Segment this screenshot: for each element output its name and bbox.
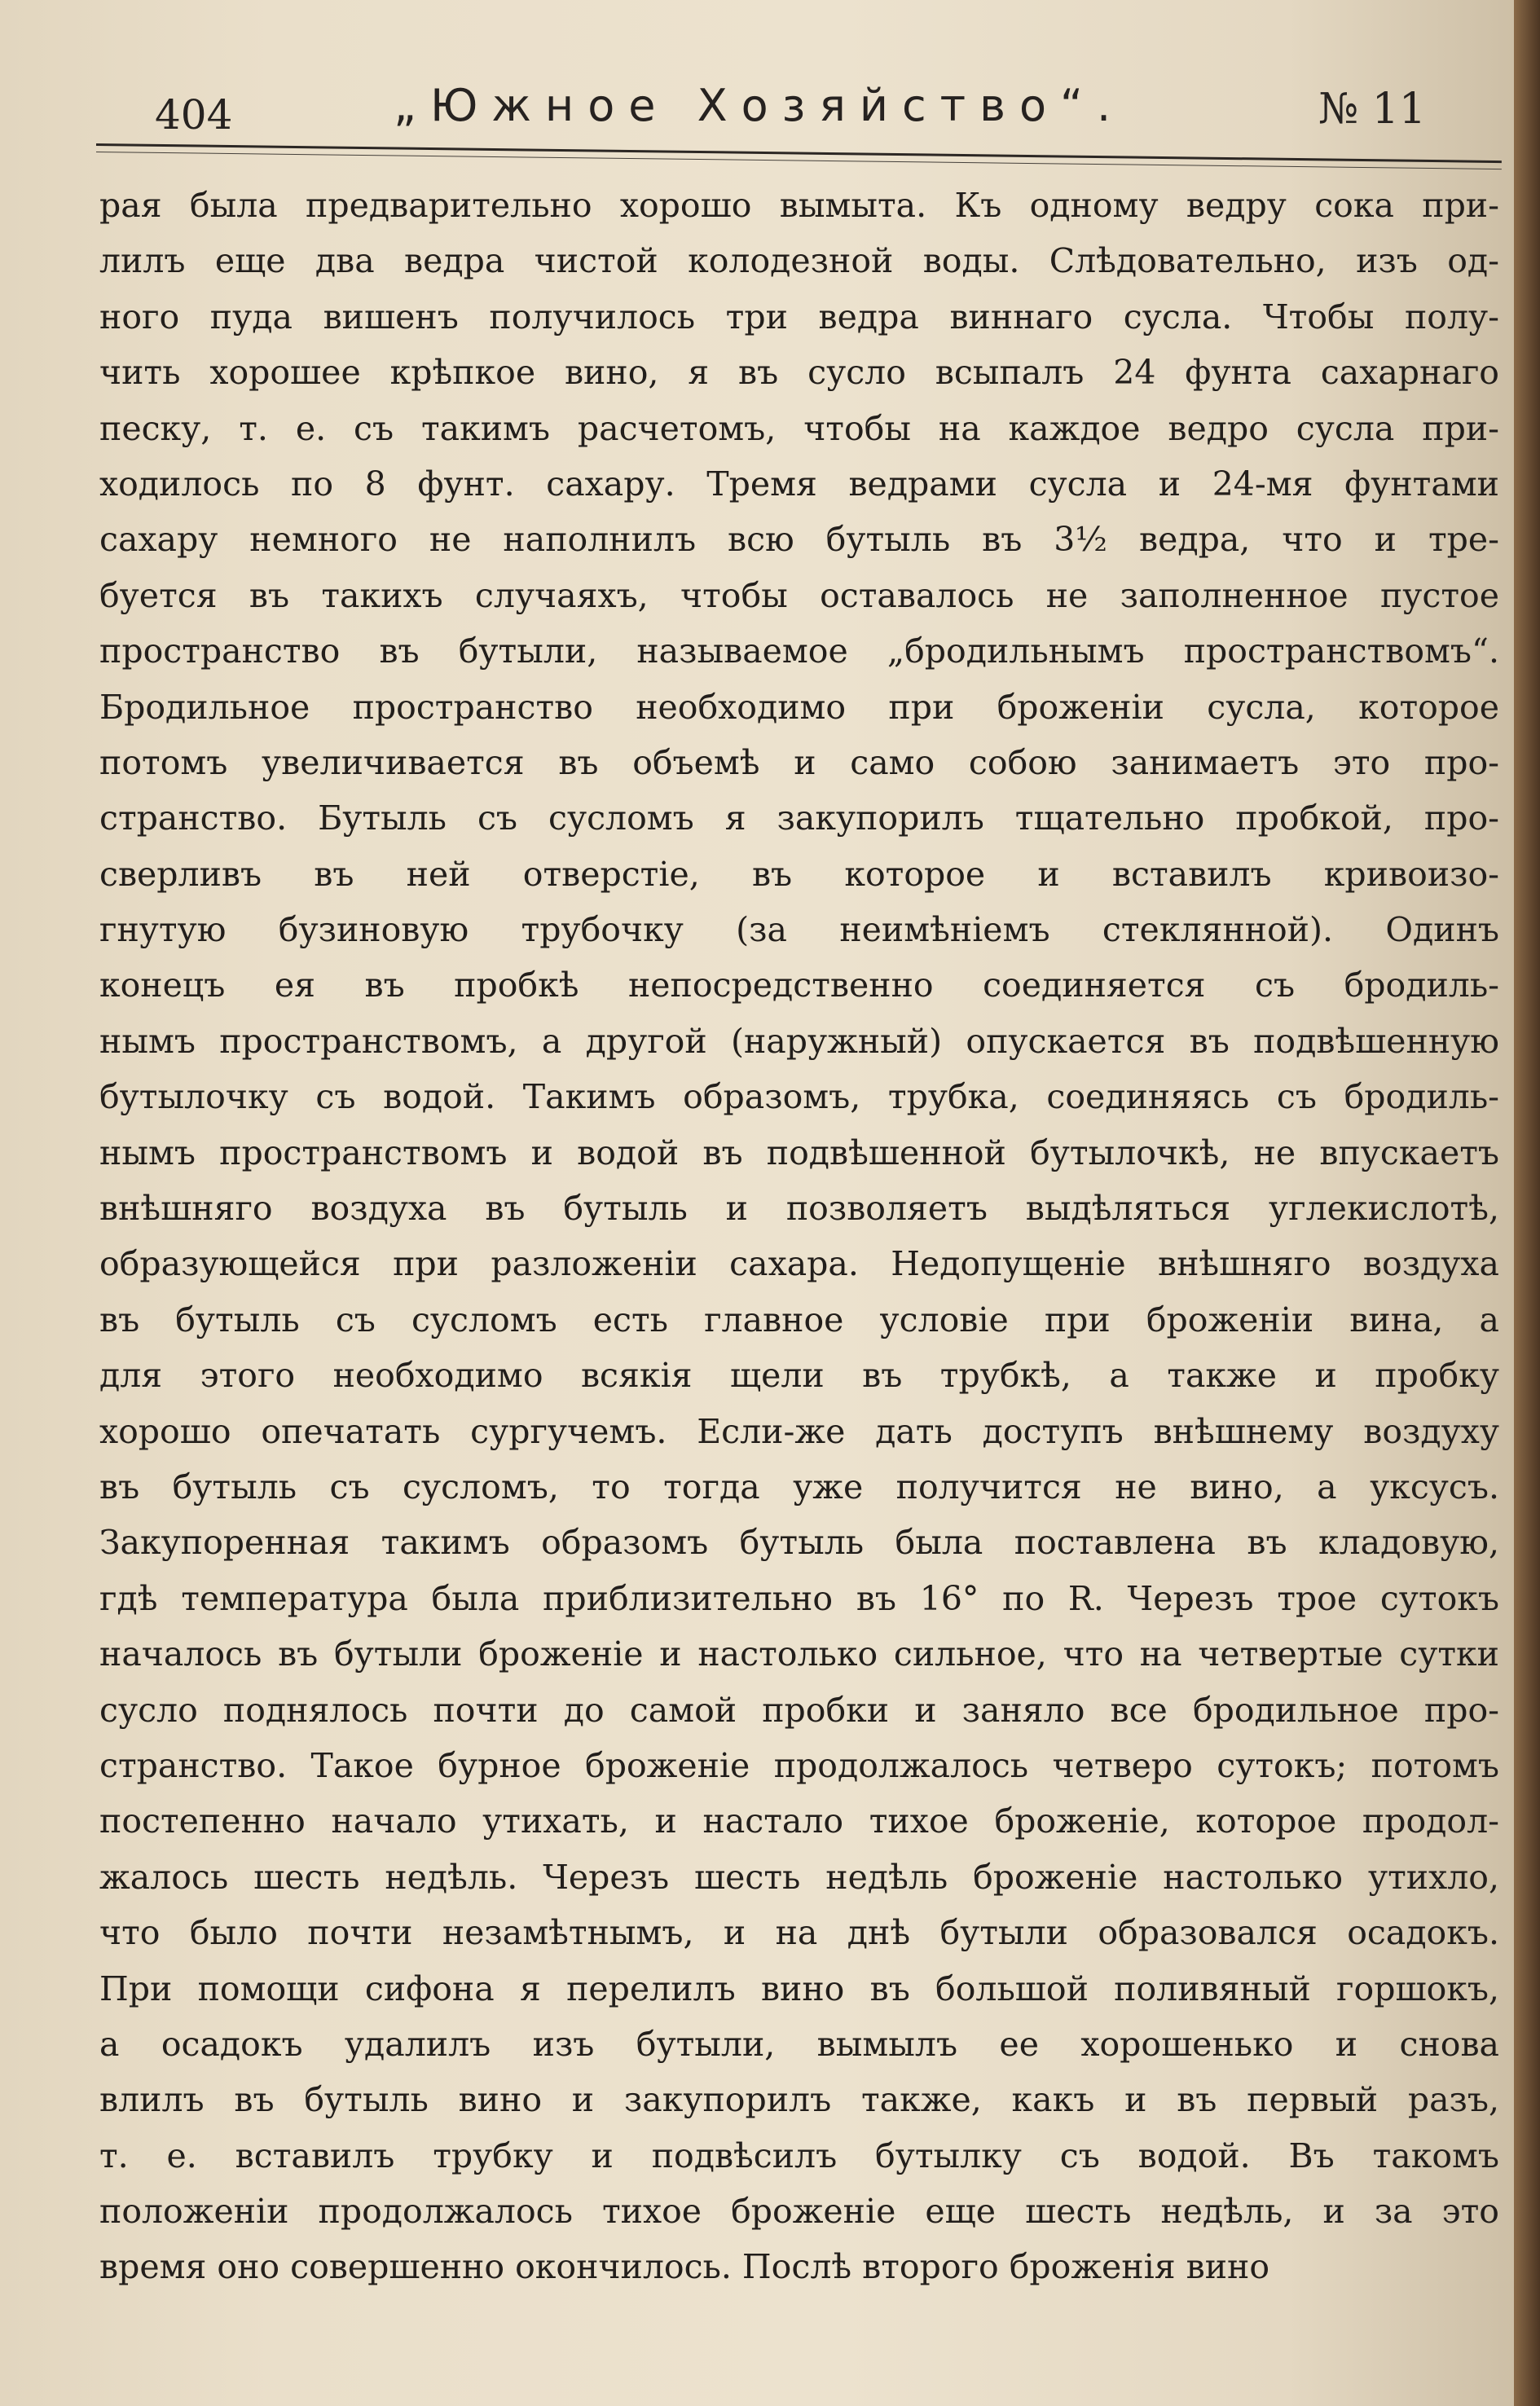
text-line: образующейся при разложеніи сахара. Недопущеніе внѣшняго воздуха [99, 1244, 1499, 1284]
page-edge [1514, 0, 1540, 2406]
text-line: жалось шесть недѣль. Черезъ шесть недѣль броженіе настолько утихло, [99, 1857, 1499, 1897]
text-line: постепенно начало утихать, и настало тихое броженіе, которое продол- [99, 1801, 1499, 1841]
text-line: чить хорошее крѣпкое вино, я въ сусло всыпалъ 24 фунта сахарнаго [99, 353, 1499, 393]
text-line: въ бутыль съ сусломъ, то тогда уже получится не вино, а уксусъ. [99, 1467, 1499, 1506]
text-line: что было почти незамѣтнымъ, и на днѣ бутыли образовался осадокъ. [99, 1913, 1499, 1953]
text-line: время оно совершенно окончилось. Послѣ второго броженія вино [99, 2247, 1270, 2287]
text-line: въ бутыль съ сусломъ есть главное условіе при броженіи вина, а [99, 1300, 1499, 1339]
text-line: странство. Такое бурное броженіе продолжалось четверо сутокъ; потомъ [99, 1745, 1499, 1785]
text-line: пространство въ бутыли, называемое „бродильнымъ пространствомъ“. [99, 631, 1499, 671]
text-line: При помощи сифона я перелилъ вино въ большой поливяный горшокъ, [99, 1968, 1499, 2008]
text-line: буется въ такихъ случаяхъ, чтобы оставалось не заполненное пустое [99, 575, 1499, 615]
text-line: началось въ бутыли броженіе и настолько сильное, что на четвертые сутки [99, 1634, 1499, 1674]
text-line: сусло поднялось почти до самой пробки и заняло все бродильное про- [99, 1690, 1499, 1730]
text-line: гнутую бузиновую трубочку (за неимѣніемъ стеклянной). Одинъ [99, 910, 1499, 950]
text-line: Закупоренная такимъ образомъ бутыль была поставлена въ кладовую, [99, 1523, 1499, 1563]
text-line: ходилось по 8 фунт. сахару. Тремя ведрами сусла и 24-мя фунтами [99, 464, 1499, 504]
text-line: для этого необходимо всякія щели въ трубкѣ, а также и пробку [99, 1356, 1499, 1396]
text-line: нымъ пространствомъ, а другой (наружный) опускается въ подвѣшенную [99, 1021, 1499, 1061]
text-line: сахару немного не наполнилъ всю бутыль въ 3½ ведра, что и тре- [99, 520, 1499, 560]
running-header [96, 80, 1481, 153]
text-line: нымъ пространствомъ и водой въ подвѣшенной бутылочкѣ, не впускаетъ [99, 1133, 1499, 1172]
issue-number: № 11 [1318, 85, 1426, 134]
journal-title: „Южное Хозяйство“. [394, 80, 1125, 131]
text-line: странство. Бутыль съ сусломъ я закупорилъ тщательно пробкой, про- [99, 798, 1499, 838]
text-line: потомъ увеличивается въ объемѣ и само собою занимаетъ это про- [99, 742, 1499, 782]
text-line: а осадокъ удалилъ изъ бутыли, вымылъ ее хорошенько и снова [99, 2024, 1499, 2064]
text-line: положеніи продолжалось тихое броженіе еще шесть недѣль, и за это [99, 2192, 1499, 2232]
text-line: конецъ ея въ пробкѣ непосредственно соединяется съ бродиль- [99, 965, 1499, 1005]
text-line: гдѣ температура была приблизительно въ 16° по R. Черезъ трое сутокъ [99, 1578, 1499, 1618]
page-number: 404 [155, 91, 233, 139]
text-line: влилъ въ бутыль вино и закупорилъ также, какъ и въ первый разъ, [99, 2080, 1499, 2120]
text-line: песку, т. е. съ такимъ расчетомъ, чтобы на каждое ведро сусла при- [99, 408, 1499, 448]
text-line: лилъ еще два ведра чистой колодезной воды. Слѣдовательно, изъ од- [99, 241, 1499, 281]
text-line: рая была предварительно хорошо вымыта. Къ одному ведру сока при- [99, 186, 1499, 225]
text-line: внѣшняго воздуха въ бутыль и позволяетъ выдѣляться углекислотѣ, [99, 1189, 1499, 1229]
text-line: т. е. вставилъ трубку и подвѣсилъ бутылку съ водой. Въ такомъ [99, 2135, 1499, 2175]
text-line: хорошо опечатать сургучемъ. Если-же дать доступъ внѣшнему воздуху [99, 1411, 1499, 1451]
text-line: Бродильное пространство необходимо при броженіи сусла, которое [99, 687, 1499, 727]
text-line: бутылочку съ водой. Такимъ образомъ, трубка, соединяясь съ бродиль- [99, 1077, 1499, 1117]
article-body [99, 178, 1499, 2295]
text-line: сверливъ въ ней отверстіе, въ которое и вставилъ кривоизо- [99, 854, 1499, 894]
text-line: ного пуда вишенъ получилось три ведра виннаго сусла. Чтобы полу- [99, 297, 1499, 336]
